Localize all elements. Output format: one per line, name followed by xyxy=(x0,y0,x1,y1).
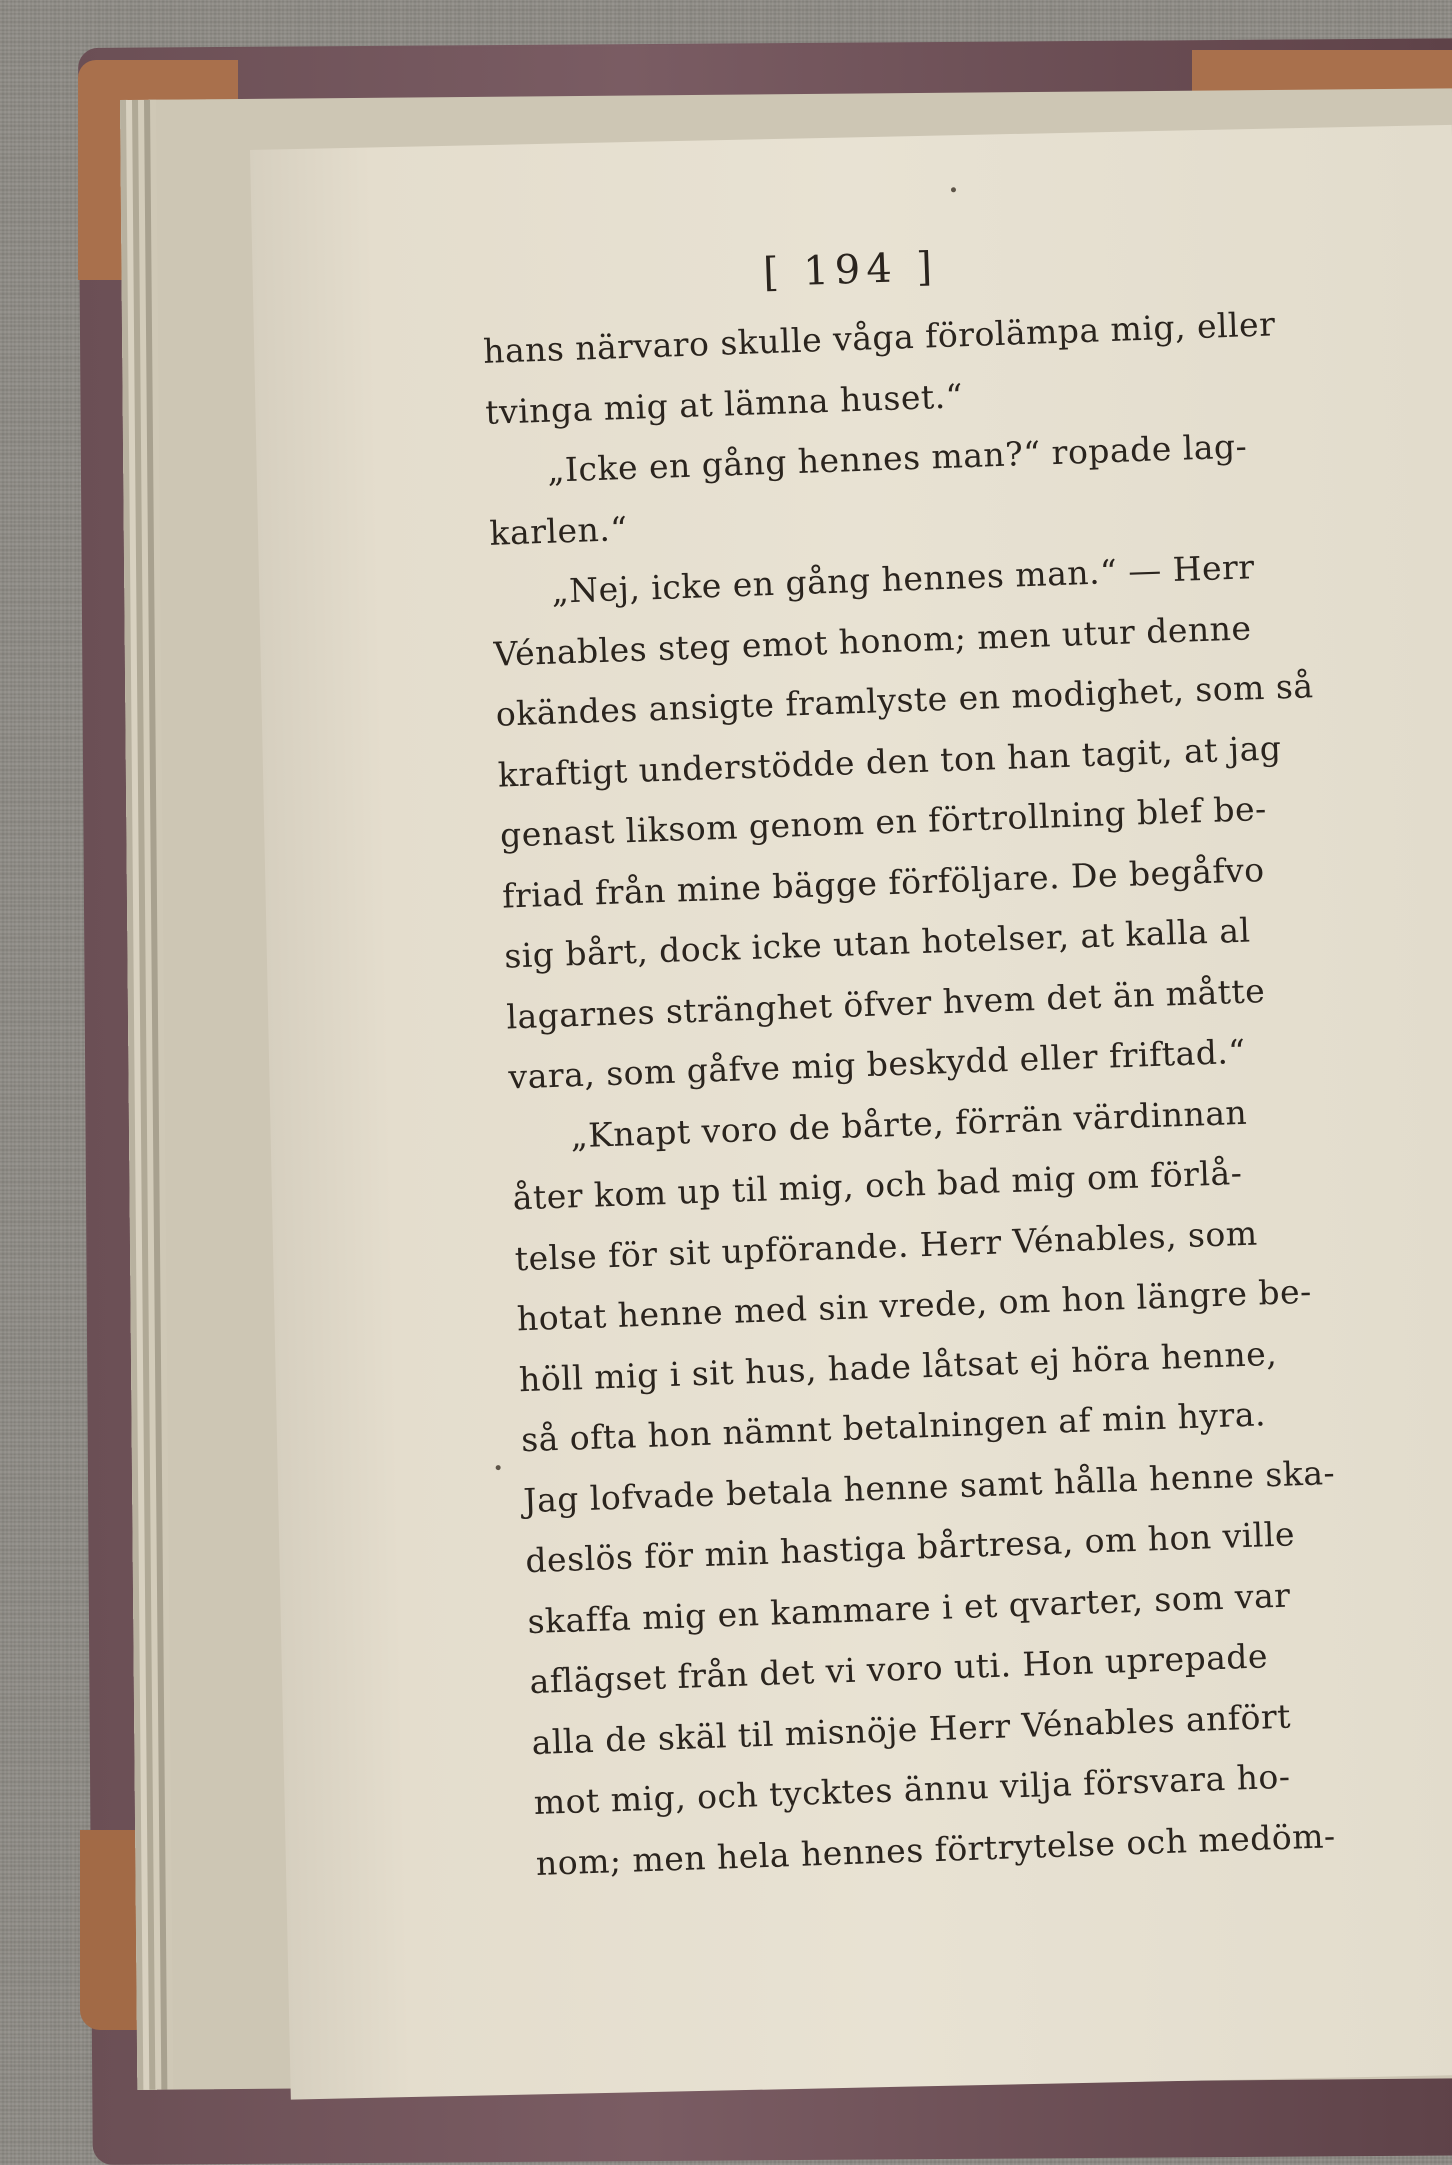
text-line: alla de skäl til misnöje Herr Vénables anfört xyxy=(531,1696,1292,1762)
text-line: friad från mine bägge förföljare. De begåfvo xyxy=(501,849,1266,916)
text-line: Vénables steg emot honom; men utur denne xyxy=(493,607,1253,674)
text-line: karlen.“ xyxy=(488,508,629,553)
text-line: „Nej, icke en gång hennes man.“ — Herr xyxy=(550,547,1256,611)
text-line: Jag lofvade betala henne samt hålla henne ska- xyxy=(522,1452,1336,1520)
text-line: „Knapt voro de bårte, förrän värdinnan xyxy=(569,1092,1248,1155)
text-lines xyxy=(482,291,1416,1894)
text-line: „Icke en gång hennes man?“ ropade lag- xyxy=(546,426,1248,490)
page-text xyxy=(480,229,1417,1894)
text-line: genast liksom genom en förtrollning blef be- xyxy=(499,788,1268,855)
text-line: sig bårt, dock icke utan hotelser, at kalla al xyxy=(503,910,1252,976)
text-line: hans närvaro skulle våga förolämpa mig, eller xyxy=(482,304,1277,371)
text-line: deslös för min hastiga bårtresa, om hon ville xyxy=(524,1514,1296,1581)
text-line: hotat henne med sin vrede, om hon längre be- xyxy=(516,1271,1313,1339)
text-line: tvinga mig at lämna huset.“ xyxy=(484,375,964,432)
text-line: vara, som gåfve mig beskydd eller friftad.“ xyxy=(507,1031,1247,1097)
text-line: höll mig i sit hus, hade låtsat ej höra henne, xyxy=(518,1333,1278,1399)
text-line: lagarnes stränghet öfver hvem det än måtte xyxy=(505,970,1266,1037)
ink-speck xyxy=(496,1465,501,1470)
text-line: aflägset från det vi voro uti. Hon uprepade xyxy=(528,1636,1269,1702)
text-line: okändes ansigte framlyste en modighet, som så xyxy=(495,666,1315,734)
text-line: skaffa mig en kammare i et qvarter, som var xyxy=(526,1575,1292,1641)
text-line: åter kom up til mig, och bad mig om förlå- xyxy=(512,1152,1243,1218)
text-line: mot mig, och tycktes ännu vilja försvara ho- xyxy=(533,1756,1292,1823)
text-line: så ofta hon nämnt betalningen af min hyra. xyxy=(520,1394,1267,1460)
ink-speck xyxy=(951,187,956,192)
text-line: telse för sit upförande. Herr Vénables, som xyxy=(514,1212,1259,1278)
page-number: [ 194 ] xyxy=(762,244,939,297)
text-line: nom; men hela hennes förtrytelse och medöm- xyxy=(535,1815,1337,1883)
text-line: kraftigt understödde den ton han tagit, at jag xyxy=(497,727,1283,795)
